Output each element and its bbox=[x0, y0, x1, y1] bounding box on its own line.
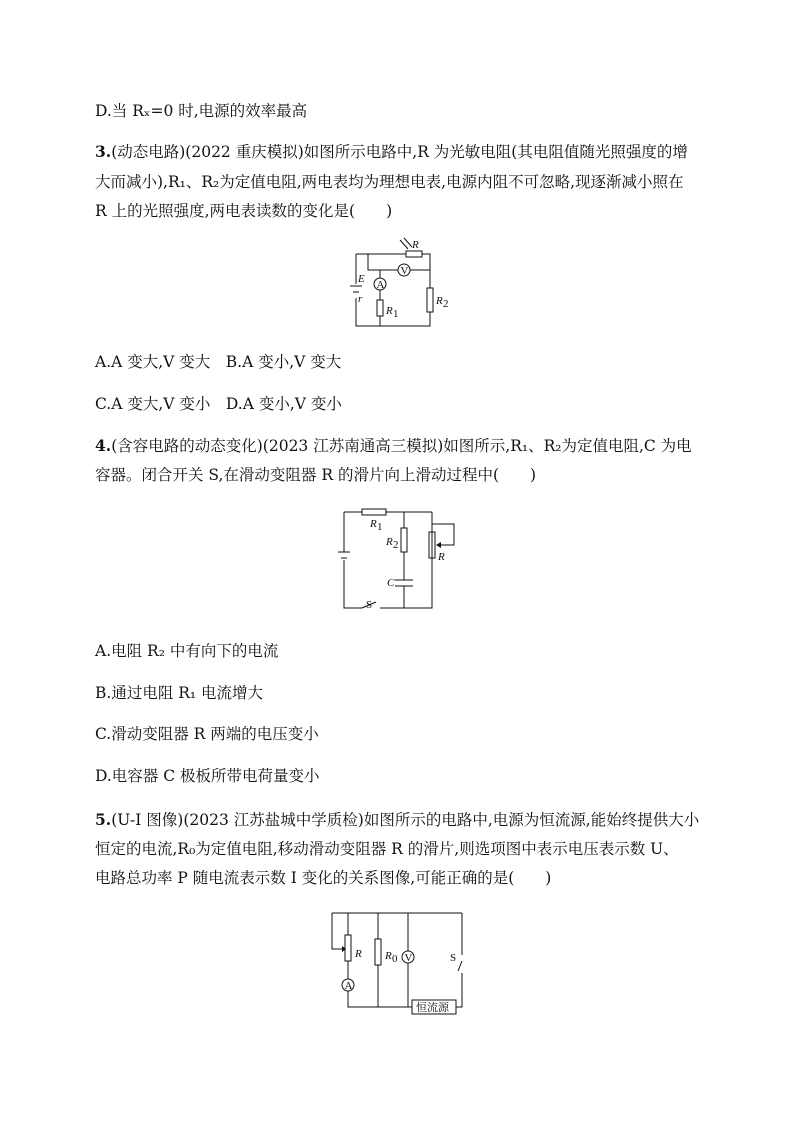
q5-fig-label-source: 恒流源 bbox=[416, 1002, 449, 1014]
q5-fig-label-R0-sub: 0 bbox=[392, 953, 398, 965]
q4-fig-label-R2-sub: 2 bbox=[393, 539, 399, 551]
q4-option-b: B.通过电阻 R₁ 电流增大 bbox=[95, 684, 264, 702]
q4-option-a: A.电阻 R₂ 中有向下的电流 bbox=[95, 642, 279, 660]
q5-number: 5. bbox=[95, 810, 112, 829]
q4-option-c: C.滑动变阻器 R 两端的电压变小 bbox=[95, 725, 319, 743]
q5-fig-ammeter-icon: A bbox=[344, 980, 353, 992]
q3-stem-line3: R 上的光照强度,两电表读数的变化是( ) bbox=[95, 202, 393, 220]
q5-source: (2023 江苏盐城中学质检) bbox=[183, 811, 364, 829]
q4-stem-text-1: 如图所示,R₁、R₂为定值电阻,C 为电 bbox=[443, 437, 692, 455]
q3-circuit-diagram bbox=[344, 236, 454, 336]
q4-fig-label-R1: R bbox=[370, 518, 377, 530]
q4-circuit-diagram bbox=[334, 504, 470, 618]
q5-stem-line1 bbox=[95, 810, 699, 830]
q3-options-row1: A.A 变大,V 变大 B.A 变小,V 变大 bbox=[95, 353, 342, 371]
q3-number: 3. bbox=[95, 142, 112, 161]
q3-options-row2: C.A 变大,V 变小 D.A 变小,V 变小 bbox=[95, 395, 342, 413]
q3-fig-label-R1: R bbox=[386, 305, 393, 317]
q3-fig-label-R1-sub: 1 bbox=[393, 308, 399, 320]
q5-fig-label-S: S bbox=[450, 952, 457, 964]
q5-tag: (U-I 图像) bbox=[111, 811, 184, 829]
q5-stem-line2: 恒定的电流,R₀为定值电阻,移动滑动变阻器 R 的滑片,则选项图中表示电压表示数 U、 bbox=[95, 840, 679, 858]
q5-circuit-diagram bbox=[324, 909, 474, 1023]
q3-stem-line1 bbox=[95, 142, 688, 162]
q4-number: 4. bbox=[95, 436, 112, 455]
q4-fig-label-R: R bbox=[438, 551, 445, 563]
q4-option-d: D.电容器 C 极板所带电荷量变小 bbox=[95, 767, 320, 785]
q5-fig-label-R: R bbox=[355, 948, 362, 960]
q3-source: (2022 重庆模拟) bbox=[185, 143, 304, 161]
q3-tag: (动态电路) bbox=[111, 143, 186, 161]
q4-fig-label-R1-sub: 1 bbox=[377, 521, 383, 533]
q4-stem-line2: 容器。闭合开关 S,在滑动变阻器 R 的滑片向上滑动过程中( ) bbox=[95, 466, 537, 484]
q3-fig-label-r: r bbox=[358, 293, 363, 305]
q4-fig-label-C: C bbox=[387, 577, 395, 589]
q5-fig-voltmeter-icon: V bbox=[404, 952, 413, 964]
q3-fig-label-R2: R bbox=[436, 295, 443, 307]
q3-stem-line2: 大而减小),R₁、R₂为定值电阻,两电表均为理想电表,电源内阻不可忽略,现逐渐减小照在 bbox=[95, 173, 684, 191]
q4-tag: (含容电路的动态变化) bbox=[111, 437, 263, 455]
q3-fig-label-R: R bbox=[412, 239, 419, 251]
q3-fig-label-E: E bbox=[358, 273, 365, 285]
q2-option-d: D.当 Rₓ=0 时,电源的效率最高 bbox=[95, 102, 308, 120]
q5-fig-label-R0: R bbox=[385, 950, 392, 962]
q5-stem-text-1: 如图所示的电路中,电源为恒流源,能始终提供大小 bbox=[363, 811, 700, 829]
q4-fig-label-R2: R bbox=[386, 536, 393, 548]
q4-stem-line1 bbox=[95, 436, 692, 456]
q4-fig-label-S: S bbox=[366, 599, 373, 611]
q5-stem-line3: 电路总功率 P 随电流表示数 I 变化的关系图像,可能正确的是( ) bbox=[95, 869, 552, 887]
q4-source: (2023 江苏南通高三模拟) bbox=[262, 437, 444, 455]
q3-fig-ammeter-icon: A bbox=[376, 279, 385, 291]
q3-stem-text-1: 如图所示电路中,R 为光敏电阻(其电阻值随光照强度的增 bbox=[303, 143, 688, 161]
q3-fig-voltmeter-icon: V bbox=[400, 265, 409, 277]
q3-fig-label-R2-sub: 2 bbox=[443, 298, 449, 310]
